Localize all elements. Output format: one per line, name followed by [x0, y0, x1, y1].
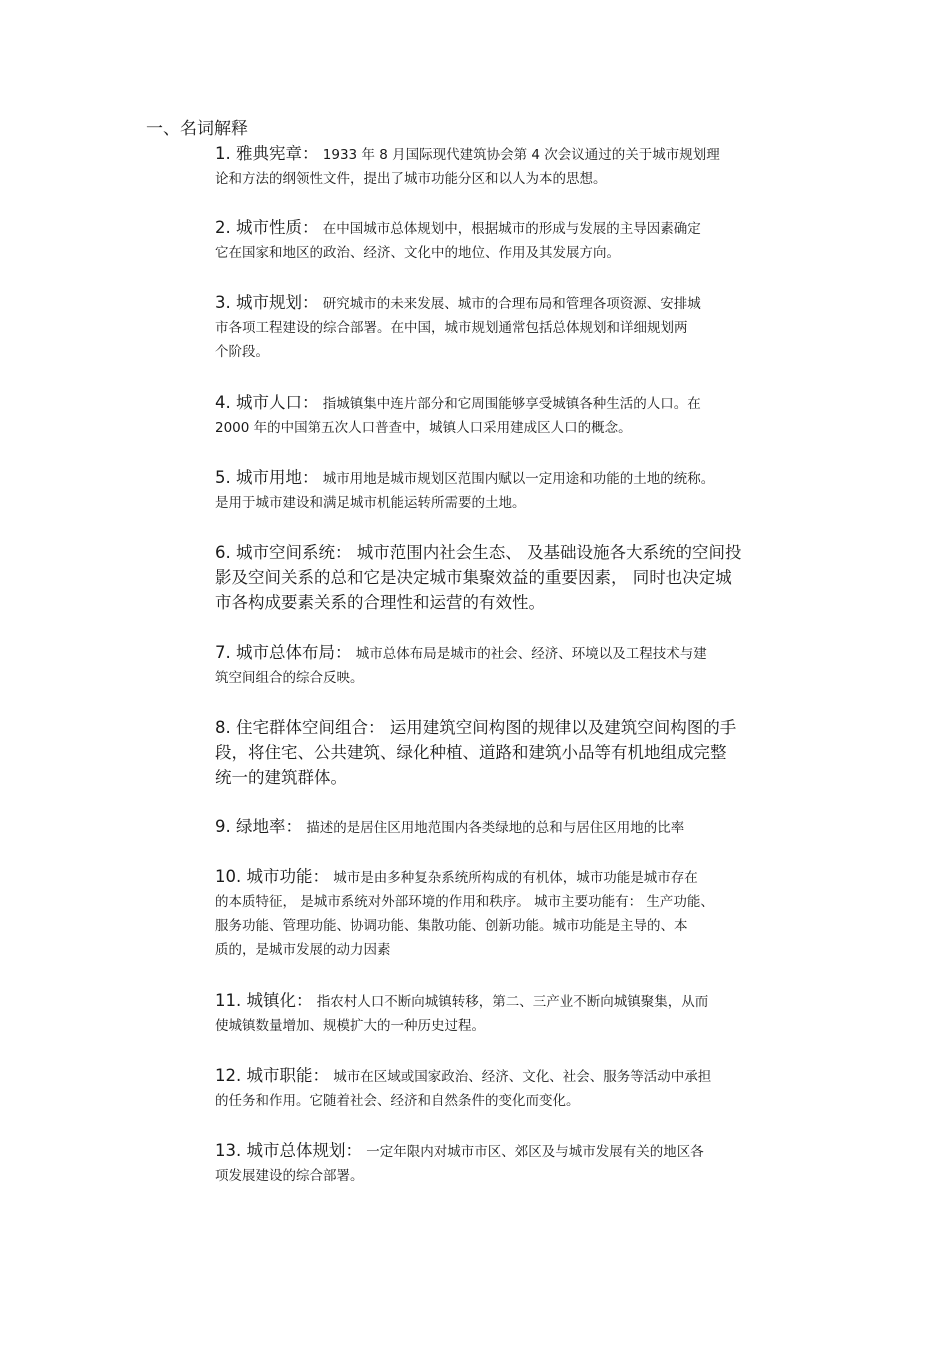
entry-text: 论和方法的纲领性文件，提出了城市功能分区和以人为本的思想。	[215, 171, 607, 187]
entry-text: 的本质特征， 是城市系统对外部环境的作用和秩序。 城市主要功能有： 生产功能、	[215, 894, 714, 910]
entry-term: 2. 城市性质：	[215, 218, 319, 237]
entry-9	[215, 815, 805, 840]
entry-text: 服务功能、管理功能、协调功能、集散功能、创新功能。城市功能是主导的、本	[215, 918, 688, 934]
entry-term: 9. 绿地率：	[215, 817, 302, 836]
entry-first-line	[215, 540, 805, 565]
entry-text: 影及空间关系的总和它是决定城市集聚效益的重要因素， 同时也决定城	[215, 568, 732, 587]
entry-first-line	[215, 216, 805, 241]
entry-5	[215, 466, 805, 515]
entry-term: 5. 城市用地：	[215, 468, 319, 487]
entry-text: 指农村人口不断向城镇转移，第二、三产业不断向城镇聚集，从而	[312, 994, 709, 1010]
entry-text: 城市用地是城市规划区范围内赋以一定用途和功能的土地的统称。	[318, 471, 715, 487]
entry-2	[215, 216, 805, 265]
entry-text: 它在国家和地区的政治、经济、文化中的地位、作用及其发展方向。	[215, 245, 620, 261]
entry-text: 质的，是城市发展的动力因素	[215, 942, 391, 958]
entry-term: 12. 城市职能：	[215, 1066, 329, 1085]
entry-text: 研究城市的未来发展、城市的合理布局和管理各项资源、安排城	[318, 296, 701, 312]
entry-text: 城市在区域或国家政治、经济、文化、社会、服务等活动中承担	[329, 1069, 712, 1085]
entry-term: 1. 雅典宪章：	[215, 144, 319, 163]
entry-8	[215, 715, 805, 790]
entry-text: 城市是由多种复杂系统所构成的有机体，城市功能是城市存在	[329, 870, 698, 886]
entry-term: 6. 城市空间系统：	[215, 543, 352, 562]
entry-text: 一定年限内对城市市区、郊区及与城市发展有关的地区各	[362, 1144, 704, 1160]
entry-6	[215, 540, 805, 615]
entry-first-line	[215, 815, 805, 840]
entry-text: 指城镇集中连片部分和它周围能够享受城镇各种生活的人口。在	[318, 396, 701, 412]
entry-term: 11. 城镇化：	[215, 991, 313, 1010]
entry-3	[215, 291, 805, 364]
entry-text: 筑空间组合的综合反映。	[215, 670, 364, 686]
entry-10	[215, 865, 805, 962]
entry-text: 在中国城市总体规划中，根据城市的形成与发展的主导因素确定	[318, 221, 701, 237]
entry-term: 10. 城市功能：	[215, 867, 329, 886]
entry-text: 运用建筑空间构图的规律以及建筑空间构图的手	[384, 718, 737, 737]
entry-first-line	[215, 291, 805, 316]
entry-first-line	[215, 1064, 805, 1089]
entry-text: 是用于城市建设和满足城市机能运转所需要的土地。	[215, 495, 526, 511]
entry-text: 城市范围内社会生态、 及基础设施各大系统的空间投	[351, 543, 742, 562]
entry-first-line	[215, 641, 805, 666]
entry-text: 市各构成要素关系的合理性和运营的有效性。	[215, 593, 545, 612]
entry-text: 个阶段。	[215, 344, 269, 360]
entry-first-line	[215, 989, 805, 1014]
entry-13	[215, 1139, 805, 1188]
entry-first-line	[215, 142, 805, 167]
entry-text: 统一的建筑群体。	[215, 768, 347, 787]
entry-text: 项发展建设的综合部署。	[215, 1168, 364, 1184]
entry-term: 3. 城市规划：	[215, 293, 319, 312]
entry-term: 8. 住宅群体空间组合：	[215, 718, 385, 737]
entry-term: 4. 城市人口：	[215, 393, 319, 412]
entry-term: 13. 城市总体规划：	[215, 1141, 362, 1160]
entry-first-line	[215, 865, 805, 890]
entry-first-line	[215, 1139, 805, 1164]
entry-text: 描述的是居住区用地范围内各类绿地的总和与居住区用地的比率	[302, 820, 685, 836]
entry-first-line	[215, 391, 805, 416]
entry-first-line	[215, 466, 805, 491]
entry-12	[215, 1064, 805, 1113]
entry-text: 1933 年 8 月国际现代建筑协会第 4 次会议通过的关于城市规划理	[318, 147, 720, 163]
entry-text: 城市总体布局是城市的社会、经济、环境以及工程技术与建	[351, 646, 707, 662]
entry-7	[215, 641, 805, 690]
entry-text: 段，将住宅、公共建筑、绿化种植、道路和建筑小品等有机地组成完整	[215, 743, 727, 762]
entry-first-line	[215, 715, 805, 740]
section-title: 一、名词解释	[146, 119, 248, 139]
entry-text: 的任务和作用。它随着社会、经济和自然条件的变化而变化。	[215, 1093, 580, 1109]
entry-text: 2000 年的中国第五次人口普查中，城镇人口采用建成区人口的概念。	[215, 420, 632, 436]
entry-11	[215, 989, 805, 1038]
entry-1	[215, 142, 805, 191]
entry-term: 7. 城市总体布局：	[215, 643, 352, 662]
entry-4	[215, 391, 805, 440]
entry-text: 市各项工程建设的综合部署。在中国，城市规划通常包括总体规划和详细规划两	[215, 320, 688, 336]
entry-text: 使城镇数量增加、规模扩大的一种历史过程。	[215, 1018, 485, 1034]
